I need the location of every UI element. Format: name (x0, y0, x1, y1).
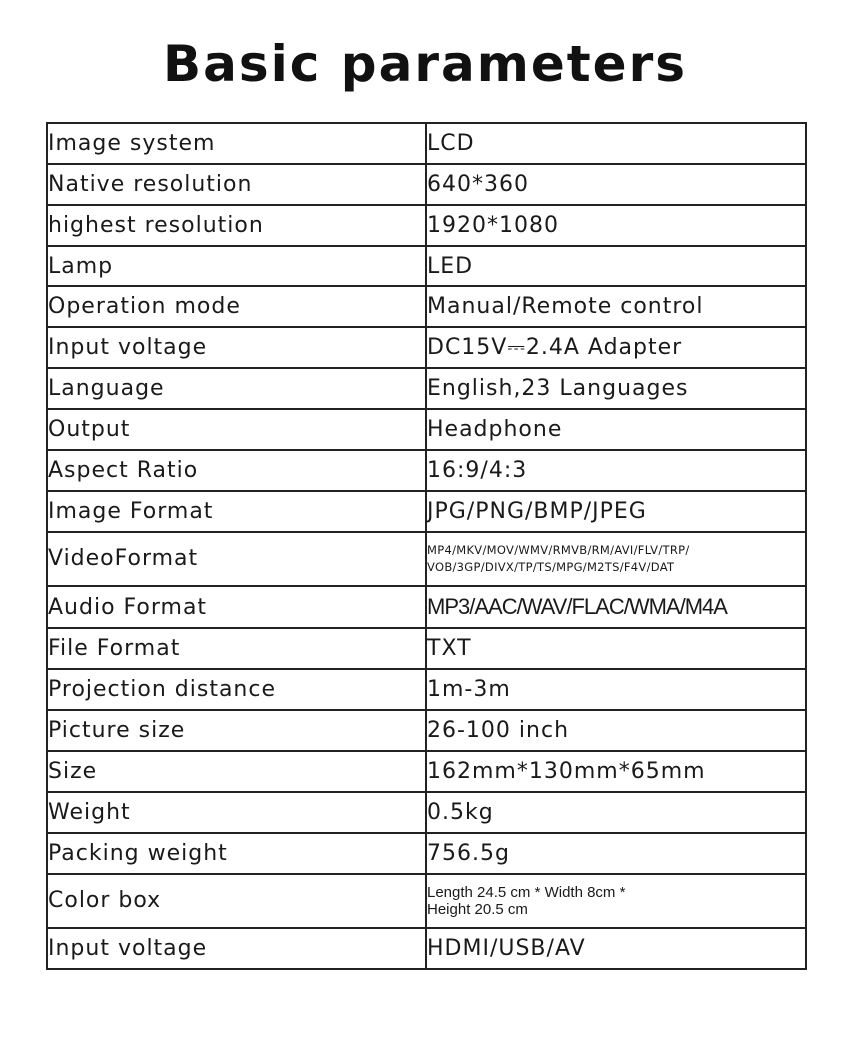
param-label: Color box (47, 874, 426, 928)
param-value-line: Height 20.5 cm (427, 900, 528, 918)
param-label: Input voltage (47, 928, 426, 969)
param-value: TXT (426, 628, 806, 669)
param-label: Audio Format (47, 586, 426, 628)
table-row (47, 532, 806, 586)
param-value: 1920*1080 (426, 205, 806, 246)
param-value (426, 874, 806, 928)
param-label: Weight (47, 792, 426, 833)
table-row (47, 928, 806, 969)
param-value: LCD (426, 123, 806, 164)
param-label: Image system (47, 123, 426, 164)
param-label: Projection distance (47, 669, 426, 710)
param-value: 640*360 (426, 164, 806, 205)
table-row (47, 123, 806, 164)
table-row (47, 164, 806, 205)
table-row (47, 450, 806, 491)
param-value (426, 532, 806, 586)
param-label: Picture size (47, 710, 426, 751)
param-label: File Format (47, 628, 426, 669)
param-label: Native resolution (47, 164, 426, 205)
table-row (47, 751, 806, 792)
param-value: LED (426, 246, 806, 287)
param-label: Language (47, 368, 426, 409)
param-value: 16:9/4:3 (426, 450, 806, 491)
param-value: English,23 Languages (426, 368, 806, 409)
param-label: Output (47, 409, 426, 450)
table-row (47, 327, 806, 368)
param-value: JPG/PNG/BMP/JPEG (426, 491, 806, 532)
param-value: DC15V⎓2.4A Adapter (426, 327, 806, 368)
table-row (47, 491, 806, 532)
param-label: highest resolution (47, 205, 426, 246)
param-value: 1m-3m (426, 669, 806, 710)
table-row (47, 368, 806, 409)
param-value: 26-100 inch (426, 710, 806, 751)
table-row (47, 286, 806, 327)
param-value-line: MP4/MKV/MOV/WMV/RMVB/RM/AVI/FLV/TRP/ (427, 542, 690, 557)
param-label: Packing weight (47, 833, 426, 874)
param-value-line: Length 24.5 cm * Width 8cm * (427, 883, 626, 901)
param-value: Headphone (426, 409, 806, 450)
param-label: Operation mode (47, 286, 426, 327)
table-row (47, 246, 806, 287)
param-value: Manual/Remote control (426, 286, 806, 327)
param-value-line: VOB/3GP/DIVX/TP/TS/MPG/M2TS/F4V/DAT (427, 559, 675, 574)
page-title: Basic parameters (163, 35, 687, 93)
param-label: Lamp (47, 246, 426, 287)
table-row (47, 409, 806, 450)
param-value: 0.5kg (426, 792, 806, 833)
param-value: HDMI/USB/AV (426, 928, 806, 969)
table-row (47, 586, 806, 628)
parameters-table (46, 122, 807, 970)
param-label: Size (47, 751, 426, 792)
param-value: MP3/AAC/WAV/FLAC/WMA/M4A (426, 586, 806, 628)
param-value: 756.5g (426, 833, 806, 874)
param-label: Image Format (47, 491, 426, 532)
param-label: VideoFormat (47, 532, 426, 586)
table-row (47, 833, 806, 874)
table-row (47, 205, 806, 246)
table-row (47, 669, 806, 710)
param-label: Aspect Ratio (47, 450, 426, 491)
param-label: Input voltage (47, 327, 426, 368)
table-row (47, 874, 806, 928)
table-row (47, 710, 806, 751)
table-row (47, 792, 806, 833)
param-value: 162mm*130mm*65mm (426, 751, 806, 792)
table-row (47, 628, 806, 669)
